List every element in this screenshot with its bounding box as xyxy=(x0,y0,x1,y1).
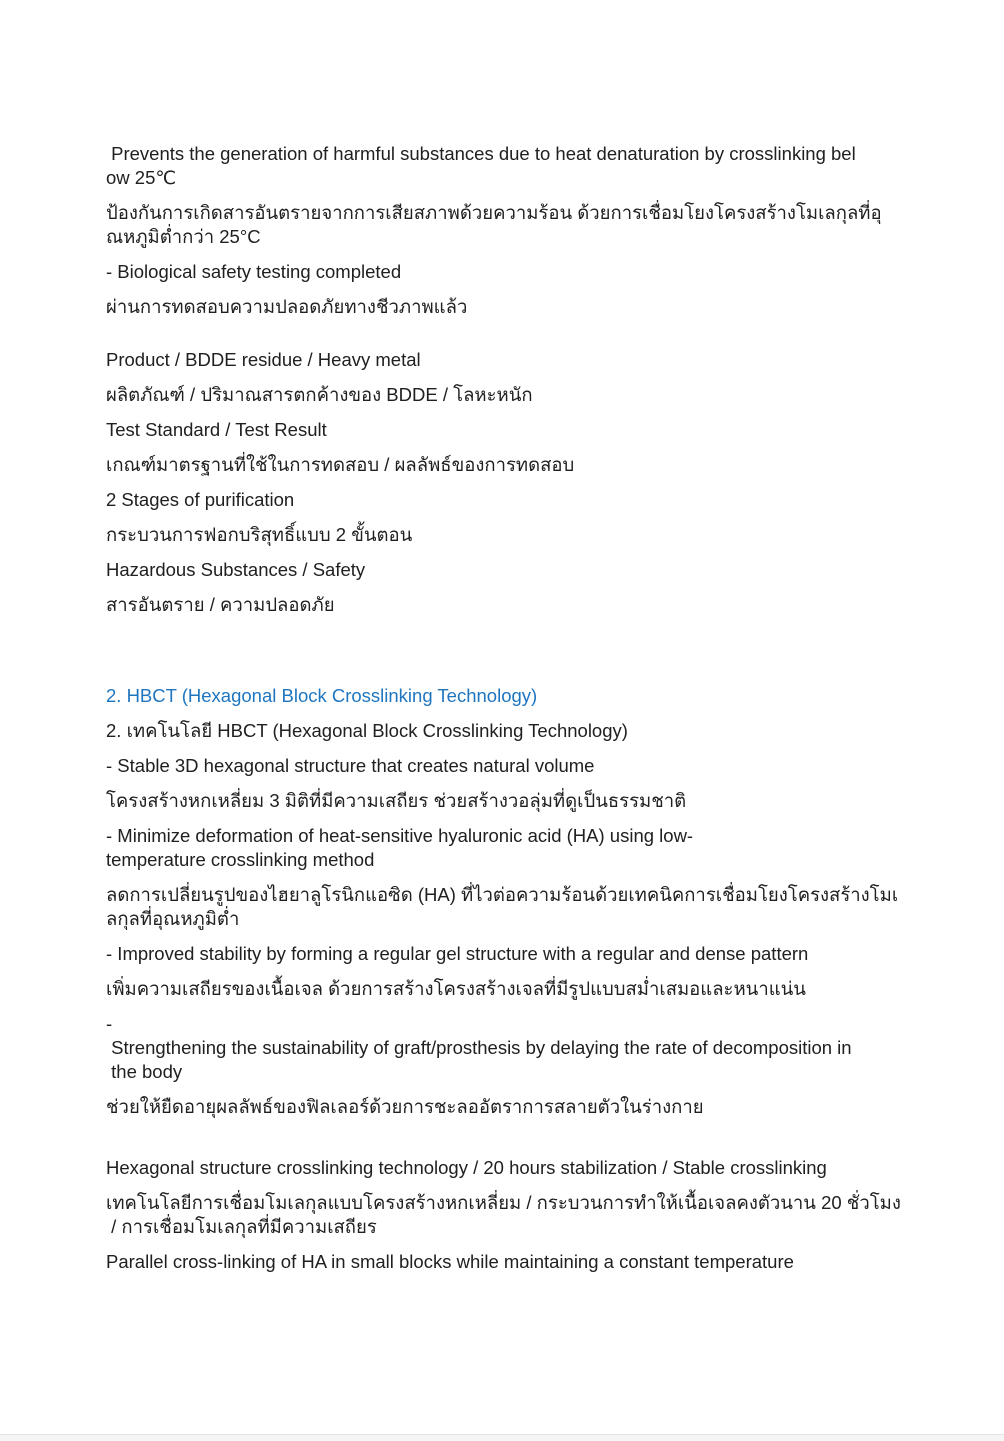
paragraph xyxy=(106,1250,976,1274)
text-line: กระบวนการฟอกบริสุทธิ์แบบ 2 ขั้นตอน xyxy=(106,524,413,545)
paragraph xyxy=(106,824,976,872)
section-heading xyxy=(106,684,976,708)
text-line: - xyxy=(106,1013,113,1034)
paragraph xyxy=(106,142,976,190)
paragraph xyxy=(106,789,976,813)
text-line: ลดการเปลี่ยนรูปของไฮยาลูโรนิกแอซิด (HA) ที่ไวต่อความร้อนด้วยเทคนิคการเชื่อมโยงโครงสร้างโมเ xyxy=(106,884,899,905)
text-line: โครงสร้างหกเหลี่ยม 3 มิติที่มีความเสถียร ช่วยสร้างวอลุ่มที่ดูเป็นธรรมชาติ xyxy=(106,790,687,811)
text-line: 2 Stages of purification xyxy=(106,489,295,510)
paragraph xyxy=(106,883,976,931)
text-line: Strengthening the sustainability of graft/prosthesis by delaying the rate of decomposition in xyxy=(106,1037,852,1058)
text-line: ผ่านการทดสอบความปลอดภัยทางชีวภาพแล้ว xyxy=(106,296,468,317)
paragraph xyxy=(106,488,976,512)
paragraph xyxy=(106,719,976,743)
text-line: ผลิตภัณฑ์ / ปริมาณสารตกค้างของ BDDE / โลหะหนัก xyxy=(106,384,533,405)
paragraph xyxy=(106,201,976,249)
paragraph xyxy=(106,523,976,547)
paragraph xyxy=(106,348,976,372)
text-line: / การเชื่อมโมเลกุลที่มีความเสถียร xyxy=(106,1216,377,1237)
text-line: เทคโนโลยีการเชื่อมโมเลกุลแบบโครงสร้างหกเหลี่ยม / กระบวนการทำให้เนื้อเจลคงตัวนาน 20 ชั่วโมง xyxy=(106,1192,901,1213)
text-line: Hexagonal structure crosslinking technology / 20 hours stabilization / Stable crosslinking xyxy=(106,1157,827,1178)
text-line: 2. HBCT (Hexagonal Block Crosslinking Technology) xyxy=(106,685,538,706)
paragraph xyxy=(106,1095,976,1119)
paragraph xyxy=(106,418,976,442)
text-line: Prevents the generation of harmful substances due to heat denaturation by crosslinking bel xyxy=(106,143,856,164)
text-line: ป้องกันการเกิดสารอันตรายจากการเสียสภาพด้วยความร้อน ด้วยการเชื่อมโยงโครงสร้างโมเลกุลที่อุ xyxy=(106,202,882,223)
text-line: 2. เทคโนโลยี HBCT (Hexagonal Block Crosslinking Technology) xyxy=(106,720,628,741)
paragraph xyxy=(106,977,976,1001)
paragraph xyxy=(106,1156,976,1180)
paragraph xyxy=(106,260,976,284)
paragraph xyxy=(106,295,976,319)
text-line: ณหภูมิต่ำกว่า 25°C xyxy=(106,226,261,247)
paragraph xyxy=(106,1012,976,1084)
text-line: temperature crosslinking method xyxy=(106,849,375,870)
text-line: - Biological safety testing completed xyxy=(106,261,402,282)
text-line: - Improved stability by forming a regular gel structure with a regular and dense pattern xyxy=(106,943,809,964)
paragraph xyxy=(106,593,976,617)
text-line: ลกุลที่อุณหภูมิต่ำ xyxy=(106,908,240,929)
text-line: the body xyxy=(106,1061,183,1082)
document-content xyxy=(106,142,976,1285)
paragraph xyxy=(106,383,976,407)
text-line: Parallel cross-linking of HA in small blocks while maintaining a constant temperature xyxy=(106,1251,794,1272)
paragraph xyxy=(106,558,976,582)
text-line: เกณฑ์มาตรฐานที่ใช้ในการทดสอบ / ผลลัพธ์ของการทดสอบ xyxy=(106,454,575,475)
text-line: Product / BDDE residue / Heavy metal xyxy=(106,349,421,370)
paragraph xyxy=(106,453,976,477)
text-line: ช่วยให้ยืดอายุผลลัพธ์ของฟิลเลอร์ด้วยการชะลออัตราการสลายตัวในร่างกาย xyxy=(106,1096,704,1117)
paragraph xyxy=(106,1191,976,1239)
page-boundary xyxy=(0,1434,1004,1441)
text-line: ow 25℃ xyxy=(106,167,177,188)
text-line: - Minimize deformation of heat-sensitive hyaluronic acid (HA) using low- xyxy=(106,825,694,846)
text-line: สารอันตราย / ความปลอดภัย xyxy=(106,594,335,615)
text-line: - Stable 3D hexagonal structure that creates natural volume xyxy=(106,755,595,776)
paragraph xyxy=(106,942,976,966)
text-line: Hazardous Substances / Safety xyxy=(106,559,366,580)
text-line: Test Standard / Test Result xyxy=(106,419,327,440)
paragraph xyxy=(106,754,976,778)
text-line: เพิ่มความเสถียรของเนื้อเจล ด้วยการสร้างโครงสร้างเจลที่มีรูปแบบสม่ำเสมอและหนาแน่น xyxy=(106,978,806,999)
